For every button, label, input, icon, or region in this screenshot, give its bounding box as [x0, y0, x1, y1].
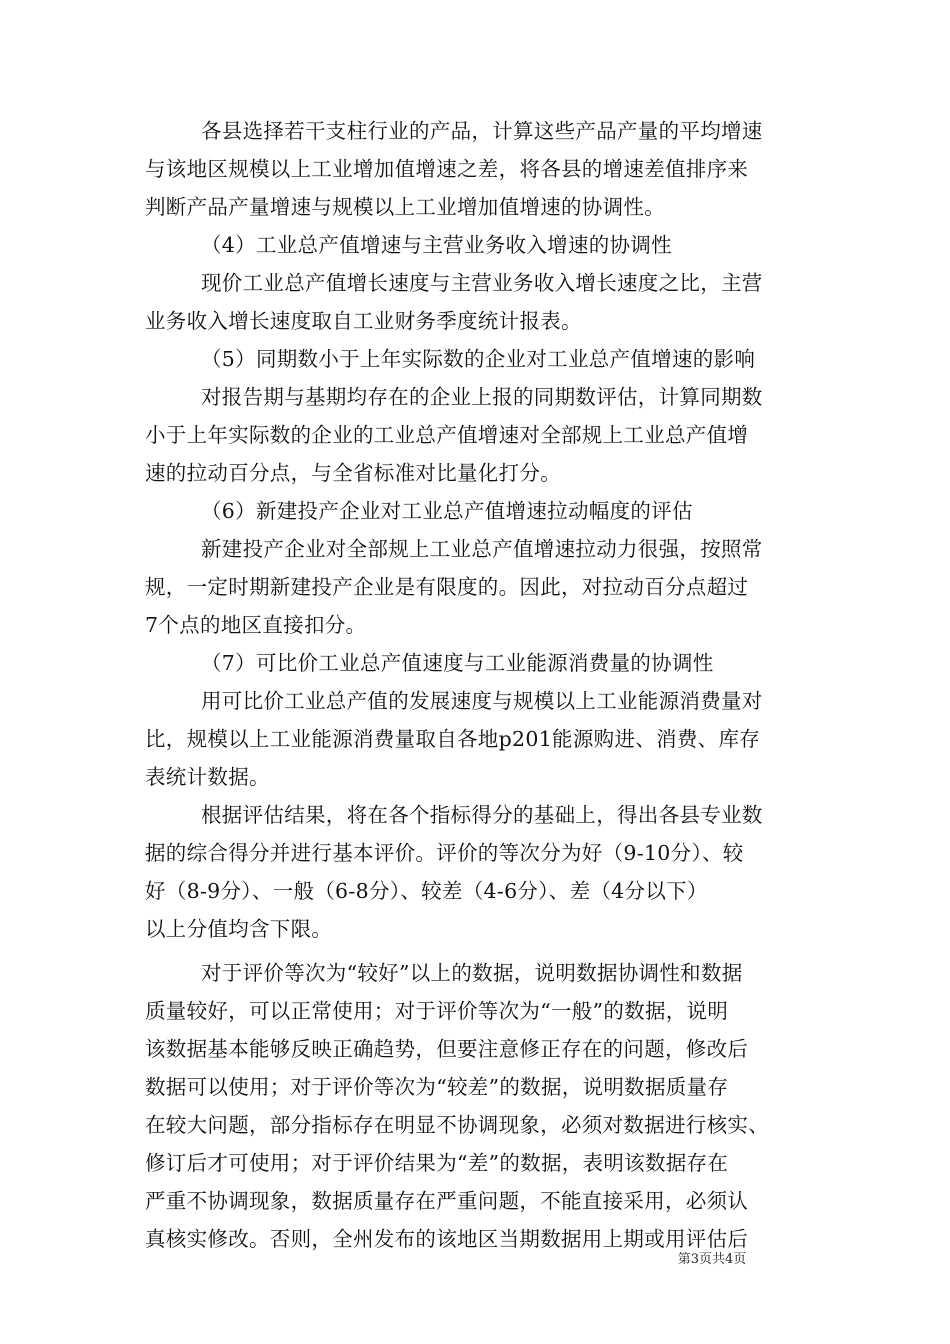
paragraph-line: 数据可以使用；对于评价等次为“较差”的数据，说明数据质量存 [145, 1075, 729, 1099]
paragraph-line: 比，规模以上工业能源消费量取自各地p201能源购进、消费、库存 [145, 727, 761, 751]
paragraph-line: 业务收入增长速度取自工业财务季度统计报表。 [145, 309, 582, 333]
paragraph-line: 各县选择若干支柱行业的产品，计算这些产品产量的平均增速 [201, 119, 763, 143]
paragraph-line: 该数据基本能够反映正确趋势，但要注意修正存在的问题，修改后 [145, 1037, 749, 1061]
section-heading: （5）同期数小于上年实际数的企业对工业总产值增速的影响 [201, 347, 756, 371]
page-footer [0, 1248, 950, 1267]
paragraph-line: 小于上年实际数的企业的工业总产值增速对全部规上工业总产值增 [145, 423, 749, 447]
paragraph-line: 对于评价等次为“较好”以上的数据，说明数据协调性和数据 [201, 961, 743, 985]
paragraph-line: 新建投产企业对全部规上工业总产值增速拉动力很强，按照常 [201, 537, 763, 561]
section-heading: （6）新建投产企业对工业总产值增速拉动幅度的评估 [201, 499, 693, 523]
page-number: 第3页共4页 [677, 1252, 747, 1267]
paragraph-line: 以上分值均含下限。 [145, 917, 333, 941]
paragraph-line: 表统计数据。 [145, 765, 270, 789]
paragraph-line: 对报告期与基期均存在的企业上报的同期数评估，计算同期数 [201, 385, 763, 409]
paragraph-line: 规，一定时期新建投产企业是有限度的。因此，对拉动百分点超过 [145, 575, 749, 599]
paragraph-line: 在较大问题，部分指标存在明显不协调现象，必须对数据进行核实、 [145, 1113, 769, 1137]
paragraph-line: 质量较好，可以正常使用；对于评价等次为“一般”的数据，说明 [145, 999, 729, 1023]
paragraph-line: 修订后才可使用；对于评价结果为“差”的数据，表明该数据存在 [145, 1151, 729, 1175]
document-body [145, 112, 825, 1258]
paragraph-line: 与该地区规模以上工业增加值增速之差，将各县的增速差值排序来 [145, 157, 749, 181]
paragraph-line: 真核实修改。否则，全州发布的该地区当期数据用上期或用评估后 [145, 1227, 749, 1251]
paragraph-line: 用可比价工业总产值的发展速度与规模以上工业能源消费量对 [201, 689, 763, 713]
paragraph-line: 判断产品产量增速与规模以上工业增加值增速的协调性。 [145, 195, 665, 219]
paragraph-line: 严重不协调现象，数据质量存在严重问题，不能直接采用，必须认 [145, 1189, 749, 1213]
section-heading: （4）工业总产值增速与主营业务收入增速的协调性 [201, 233, 672, 257]
paragraph-line: 7个点的地区直接扣分。 [145, 613, 367, 637]
paragraph-line: 根据评估结果，将在各个指标得分的基础上，得出各县专业数 [201, 803, 763, 827]
section-heading: （7）可比价工业总产值速度与工业能源消费量的协调性 [201, 651, 714, 675]
paragraph-line: 现价工业总产值增长速度与主营业务收入增长速度之比，主营 [201, 271, 763, 295]
paragraph-line: 速的拉动百分点，与全省标准对比量化打分。 [145, 461, 561, 485]
paragraph-line: 好（8-9分）、一般（6-8分）、较差（4-6分）、差（4分以下） [145, 879, 708, 903]
paragraph-line: 据的综合得分并进行基本评价。评价的等次分为好（9-10分）、较 [145, 841, 744, 865]
